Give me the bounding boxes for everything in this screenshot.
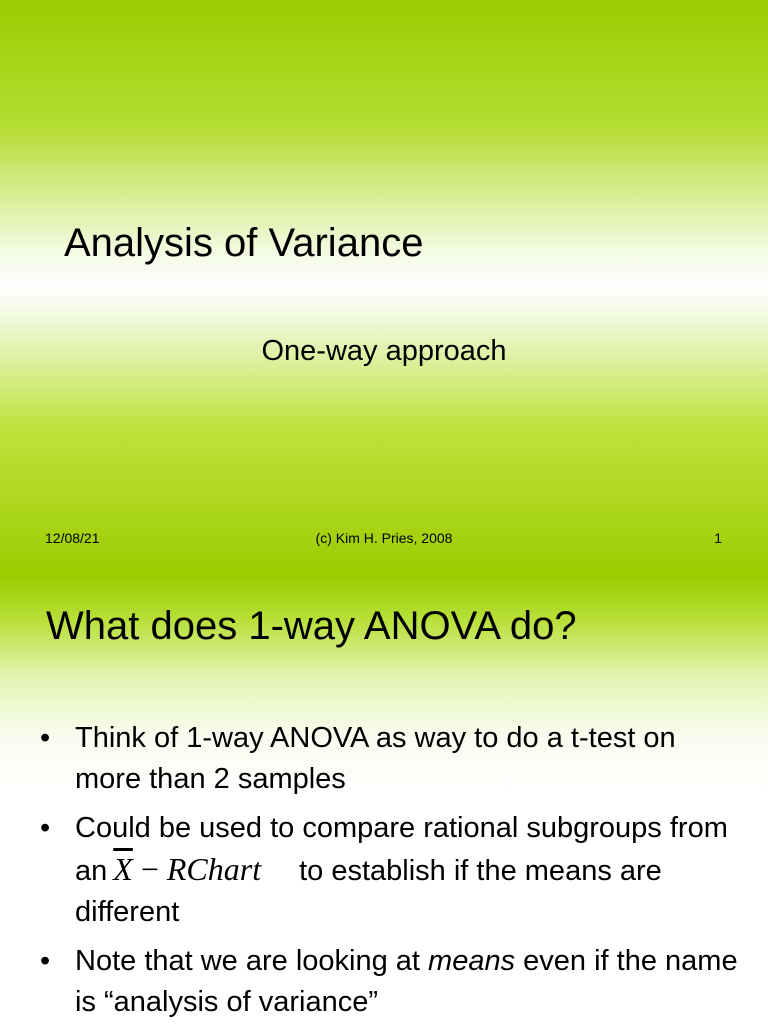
footer-copyright: (c) Kim H. Pries, 2008 xyxy=(315,530,453,546)
slide-2-title: What does 1-way ANOVA do? xyxy=(46,604,577,648)
bullet-text-before: Could be used to compare rational subgroups from an xyxy=(75,812,728,887)
list-item xyxy=(40,808,740,933)
bullet-text-before: Note that we are looking at xyxy=(75,945,420,977)
footer-page-number: 1 xyxy=(714,530,722,546)
formula-xbar: $\overline{X}$ xyxy=(113,851,133,887)
bullet-emphasis: means xyxy=(428,945,516,977)
bullet-icon: • xyxy=(40,812,51,844)
bullet-list xyxy=(40,718,740,1024)
formula-operator: − xyxy=(140,851,159,887)
xbar-r-chart-formula xyxy=(107,849,265,890)
slide-2 xyxy=(0,576,768,1024)
slide-1-title: Analysis of Variance xyxy=(64,221,424,265)
footer-date: 12/08/21 xyxy=(45,530,100,546)
list-item xyxy=(40,941,740,1023)
bullet-text-after: even if the name is “analysis of variance” xyxy=(75,945,738,1018)
slide-1-subtitle: One-way approach xyxy=(261,335,507,367)
bullet-text-after: to establish if the means are different xyxy=(75,855,662,928)
list-item xyxy=(40,718,740,800)
bullet-icon: • xyxy=(40,945,51,977)
bullet-icon: • xyxy=(40,722,51,754)
formula-rest: RChart xyxy=(166,851,262,887)
bullet-text: Think of 1-way ANOVA as way to do a t-test on more than 2 samples xyxy=(75,722,676,795)
